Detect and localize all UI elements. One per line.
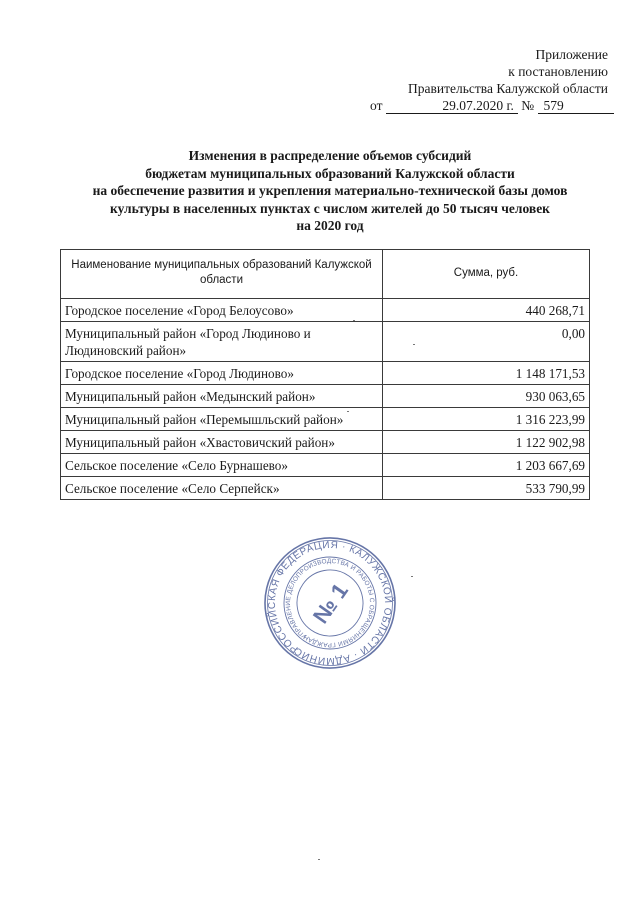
resolution-number: 579 (538, 98, 614, 114)
table-row (61, 408, 590, 431)
number-label: № (521, 98, 535, 113)
row-amount: 1 203 667,69 (383, 454, 590, 477)
row-name: Городское поселение «Город Белоусово» (61, 299, 383, 322)
row-name: Городское поселение «Город Людиново» (61, 362, 383, 385)
row-amount: 0,00 (383, 322, 590, 362)
title-line: бюджетам муниципальных образований Калужской области (145, 165, 515, 181)
resolution-date-number (370, 98, 614, 114)
scan-speck (347, 411, 349, 412)
subsidy-table (60, 249, 590, 500)
annex-block (408, 46, 608, 97)
row-name: Муниципальный район «Город Людиново и Людиновский район» (61, 322, 383, 362)
table-row (61, 454, 590, 477)
title-line: Изменения в распределение объемов субсидий (188, 148, 472, 163)
stamp-outer-textpath: РОССИЙСКАЯ ФЕДЕРАЦИЯ · КАЛУЖСКОЙ ОБЛАСТИ · АДМИНИСТРАЦИЯ (266, 539, 394, 667)
header-name: Наименование муниципальных образований Калужской области (61, 250, 383, 299)
scan-speck (353, 320, 355, 321)
table-row (61, 477, 590, 500)
stamp-center-number: № 1 (307, 578, 353, 629)
scan-speck (318, 859, 320, 860)
row-name: Муниципальный район «Перемышльский район» (61, 408, 383, 431)
row-name: Муниципальный район «Медынский район» (61, 385, 383, 408)
scan-speck (411, 576, 413, 577)
row-name: Сельское поселение «Село Бурнашево» (61, 454, 383, 477)
title-line: культуры в населенных пунктах с числом жителей до 50 тысяч человек (110, 200, 550, 216)
title-line: на 2020 год (296, 218, 364, 233)
from-label: от (370, 98, 383, 113)
row-name: Муниципальный район «Хвастовичский район» (61, 431, 383, 454)
row-amount: 533 790,99 (383, 477, 590, 500)
document-title (60, 147, 600, 235)
annex-title: Приложение (535, 47, 608, 62)
annex-resolution: к постановлению (508, 64, 608, 79)
scan-speck (413, 344, 415, 345)
table-row (61, 385, 590, 408)
table-row (61, 431, 590, 454)
official-stamp (262, 535, 398, 671)
table-row (61, 299, 590, 322)
annex-government: Правительства Калужской области (407, 81, 608, 96)
row-amount: 1 316 223,99 (383, 408, 590, 431)
resolution-date: 29.07.2020 г. (386, 98, 518, 114)
table-header-row (61, 250, 590, 299)
title-line: на обеспечение развития и укрепления материально-технической базы домов (92, 183, 568, 198)
table-row (61, 322, 590, 362)
row-amount: 1 122 902,98 (383, 431, 590, 454)
row-amount: 440 268,71 (383, 299, 590, 322)
row-name: Сельское поселение «Село Серпейск» (61, 477, 383, 500)
row-amount: 930 063,65 (383, 385, 590, 408)
stamp-inner-textpath: УПРАВЛЕНИЕ ДЕЛОПРОИЗВОДСТВА И РАБОТЫ С ОБРАЩЕНИЯМИ ГРАЖДАН (284, 557, 376, 649)
row-amount: 1 148 171,53 (383, 362, 590, 385)
table-row (61, 362, 590, 385)
header-sum: Сумма, руб. (383, 250, 590, 299)
